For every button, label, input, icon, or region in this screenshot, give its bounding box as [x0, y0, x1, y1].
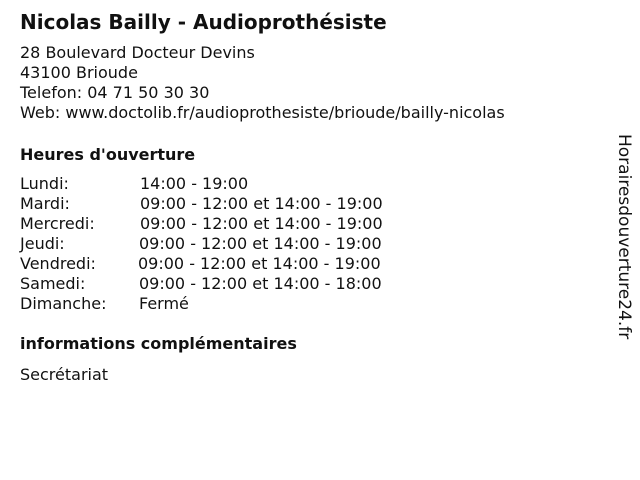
time-range: 14:00 - 19:00 [140, 174, 249, 193]
phone-number: Telefon: 04 71 50 30 30 [20, 83, 210, 102]
day-label: Mercredi: [20, 214, 95, 233]
time-range: 09:00 - 12:00 et 14:00 - 18:00 [139, 274, 382, 293]
additional-info-heading: informations complémentaires [20, 334, 297, 353]
time-range: 09:00 - 12:00 et 14:00 - 19:00 [139, 234, 382, 253]
day-label: Vendredi: [20, 254, 96, 273]
day-label: Jeudi: [20, 234, 65, 253]
day-label: Lundi: [20, 174, 69, 193]
street-address: 28 Boulevard Docteur Devins [20, 43, 255, 62]
page-title: Nicolas Bailly - Audioprothésiste [20, 10, 387, 34]
time-range: Fermé [139, 294, 189, 313]
city-postal: 43100 Brioude [20, 63, 138, 82]
day-label: Samedi: [20, 274, 86, 293]
address-block [20, 43, 505, 123]
site-watermark: Horairesdouverture24.fr [614, 134, 634, 340]
hours-heading: Heures d'ouverture [20, 145, 196, 164]
day-label: Mardi: [20, 194, 70, 213]
additional-info-text: Secrétariat [20, 365, 109, 384]
time-range: 09:00 - 12:00 et 14:00 - 19:00 [140, 194, 383, 213]
time-range: 09:00 - 12:00 et 14:00 - 19:00 [138, 254, 381, 273]
website-link[interactable]: Web: www.doctolib.fr/audioprothesiste/brioude/bailly-nicolas [20, 103, 505, 122]
day-label: Dimanche: [20, 294, 107, 313]
time-range: 09:00 - 12:00 et 14:00 - 19:00 [140, 214, 383, 233]
